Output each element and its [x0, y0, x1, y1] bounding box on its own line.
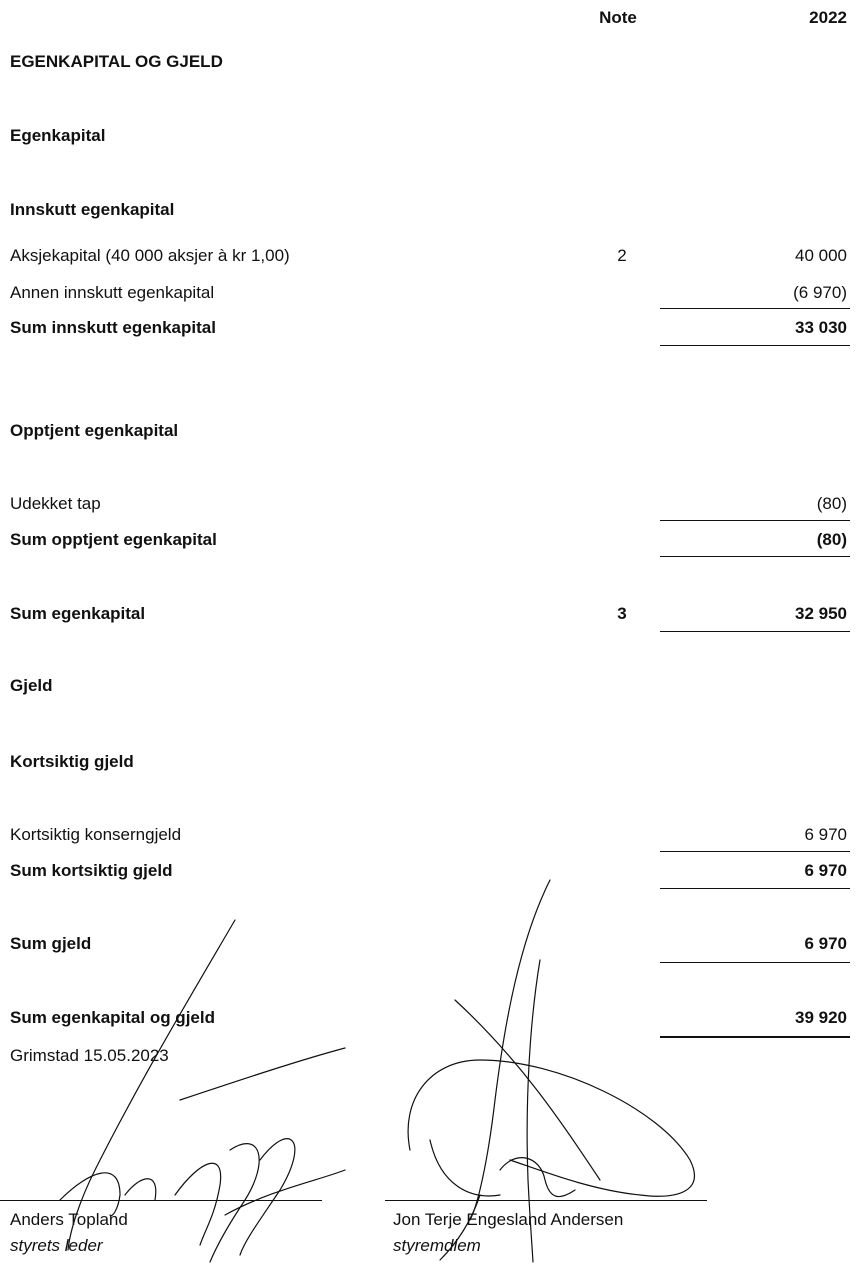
note-column-header: Note: [599, 8, 637, 27]
signature-line-1: [0, 1200, 322, 1201]
row-amount-sum-innskutt: 33 030: [795, 318, 847, 337]
section-heading-gjeld: Gjeld: [10, 676, 53, 695]
row-amount-sum-egenkapital-og-gjeld: 39 920: [795, 1008, 847, 1027]
signatory-2-name: Jon Terje Engesland Andersen: [393, 1210, 624, 1229]
row-note-sum-egenkapital: 3: [617, 604, 627, 623]
signatory-1-name: Anders Topland: [10, 1210, 128, 1229]
row-amount-sum-egenkapital: 32 950: [795, 604, 847, 623]
row-label-sum-gjeld: Sum gjeld: [10, 934, 92, 953]
signature-1-stroke: [175, 1163, 221, 1245]
row-amount-sum-kortsiktig: 6 970: [804, 861, 847, 880]
row-label-annen-innskutt: Annen innskutt egenkapital: [10, 283, 215, 302]
signature-2-stroke: [408, 1060, 694, 1196]
signatory-1-role: styrets leder: [10, 1236, 103, 1255]
row-label-sum-egenkapital: Sum egenkapital: [10, 604, 146, 623]
row-amount-sum-gjeld: 6 970: [804, 934, 847, 953]
section-heading-opptjent: Opptjent egenkapital: [10, 421, 179, 440]
row-note-aksjekapital: 2: [617, 246, 627, 265]
row-label-sum-egenkapital-og-gjeld: Sum egenkapital og gjeld: [10, 1008, 215, 1027]
signature-line-2: [385, 1200, 707, 1201]
row-amount-konserngjeld: 6 970: [804, 825, 847, 844]
section-heading-kortsiktig: Kortsiktig gjeld: [10, 752, 134, 771]
signature-1-stroke: [125, 1179, 156, 1200]
signature-1-stroke: [180, 1048, 345, 1100]
signature-1-stroke: [225, 1170, 345, 1215]
signature-2-stroke: [430, 1140, 500, 1196]
row-amount-sum-opptjent: (80): [816, 530, 847, 549]
section-heading-innskutt: Innskutt egenkapital: [10, 200, 175, 219]
row-label-udekket-tap: Udekket tap: [10, 494, 101, 513]
row-label-sum-kortsiktig: Sum kortsiktig gjeld: [10, 861, 173, 880]
signature-1-stroke: [210, 1144, 259, 1262]
row-label-sum-innskutt: Sum innskutt egenkapital: [10, 318, 216, 337]
signature-2-stroke: [500, 1158, 575, 1197]
row-label-konserngjeld: Kortsiktig konserngjeld: [10, 825, 182, 844]
section-heading-egenkapital: Egenkapital: [10, 126, 106, 145]
signature-2-stroke: [470, 880, 550, 1220]
row-amount-aksjekapital: 40 000: [795, 246, 847, 265]
row-amount-udekket-tap: (80): [816, 494, 847, 513]
signatory-2-role: styremdlem: [393, 1236, 481, 1255]
signature-1-stroke: [240, 1139, 295, 1255]
page-title: EGENKAPITAL OG GJELD: [10, 52, 223, 71]
row-amount-annen-innskutt: (6 970): [793, 283, 847, 302]
row-label-aksjekapital: Aksjekapital (40 000 aksjer à kr 1,00): [10, 246, 290, 265]
year-column-header: 2022: [809, 8, 847, 27]
place-date: Grimstad 15.05.2023: [10, 1046, 169, 1065]
row-label-sum-opptjent: Sum opptjent egenkapital: [10, 530, 217, 549]
